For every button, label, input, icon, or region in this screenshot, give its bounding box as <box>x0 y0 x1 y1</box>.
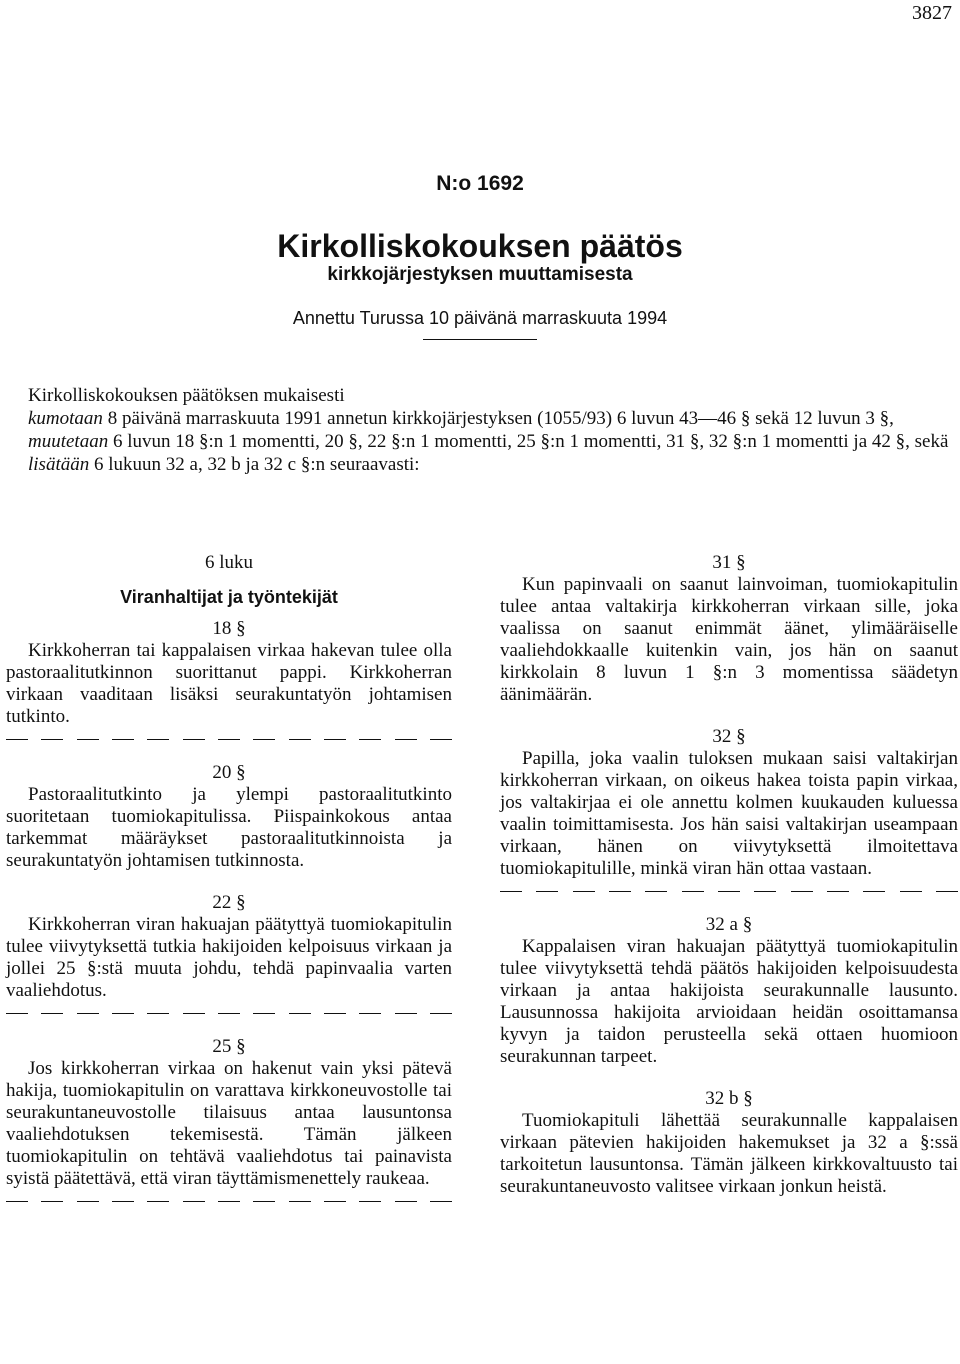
intro-amend <box>6 430 956 453</box>
omission-dashes <box>6 734 452 744</box>
section-text: Pastoraalitutkinto ja ylempi pastoraalitutkinto suoritetaan tuomiokapitulissa. Piispainkokous antaa tarkemmat määräykset pastoraalitutkinnoista ja seurakuntatyön johtamisen tutkinnosta. <box>6 784 452 871</box>
given-date: Annettu Turussa 10 päivänä marraskuuta 1994 <box>292 308 668 328</box>
left-column <box>6 552 452 1214</box>
intro-keyword: kumotaan <box>28 408 103 429</box>
section-text: Tuomiokapituli lähettää seurakunnalle kappalaisen virkaan pätevien hakijoiden hakemukset ja 32 a §:ssä tarkoitetun lausuntonsa. Tämän jälkeen kirkkovaltuusto tai seurakuntaneuvosto valitsee virkaan jonkun heistä. <box>500 1110 958 1197</box>
section-heading: 31 § <box>712 552 746 573</box>
intro-text: 6 lukuun 32 a, 32 b ja 32 c §:n seuraavasti: <box>89 454 420 475</box>
page-number: 3827 <box>912 2 952 24</box>
intro-text: 6 luvun 18 §:n 1 momentti, 20 §, 22 §:n 1 momentti, 25 §:n 1 momentti, 31 §, 32 §:n 1 momentti ja 42 §, sekä <box>108 431 949 452</box>
section-text: Kun papinvaali on saanut lainvoiman, tuomiokapitulin tulee antaa valtakirja kirkkoherran virkaan sille, joka vaalissa on saanut enimmät äänet, ylimääräiselle vaaliehdokkaalle kuitenkin vain, jos hän on saanut kirkkolain 8 luvun 1 §:n 3 momentissa säädetyn äänimäärän. <box>500 574 958 705</box>
intro-repeal <box>6 407 956 430</box>
omission-dashes <box>6 1008 452 1018</box>
section-heading: 18 § <box>212 618 246 639</box>
section-heading: 32 b § <box>705 1088 753 1109</box>
section-heading: 32 a § <box>705 914 753 935</box>
intro-add <box>6 453 956 476</box>
intro-paragraph <box>6 384 956 476</box>
section-heading: 25 § <box>212 1036 246 1057</box>
section-heading: 20 § <box>212 762 246 783</box>
section-text: Kirkkoherran viran hakuajan päätyttyä tuomiokapitulin tulee viivytyksettä tutkia hakijoiden kelpoisuus virkaan ja jollei 25 §:stä muuta johdu, tehdä papinvaalia varten vaaliehdotus. <box>6 914 452 1001</box>
section-text: Kappalaisen viran hakuajan päätyttyä tuomiokapitulin tulee viivytyksettä tehdä päätös hakijoiden kelpoisuudesta virkaan ja antaa hakijoista seurakunnalle lausunto. Lausunnossa hakijoita arvioidaan heidän osoittamansa kyvyn ja taidon perusteella sekä ottaen huomioon seurakunnan tarpeet. <box>500 936 958 1067</box>
section-text: Jos kirkkoherran virkaa on hakenut vain yksi pätevä hakija, tuomiokapitulin on varattava kirkkoneuvostolle tai seurakuntaneuvostolle tilaisuus antaa lausuntonsa vaaliehdotuksen tekemisestä. Tämän jälkeen tuomiokapitulin on tehtävä vaaliehdotus tai painavista syistä päätettävä, että viran täyttämismenettely raukeaa. <box>6 1058 452 1189</box>
chapter-title: Viranhaltijat ja työntekijät <box>120 587 338 607</box>
intro-keyword: muutetaan <box>28 431 109 452</box>
document-subtitle: kirkkojärjestyksen muuttamisesta <box>327 264 633 285</box>
chapter-number: 6 luku <box>204 552 254 573</box>
statute-number: N:o 1692 <box>436 172 524 195</box>
header-divider <box>423 339 537 340</box>
intro-text: 8 päivänä marraskuuta 1991 annetun kirkkojärjestyksen (1055/93) 6 luvun 43—46 § sekä 12 luvun 3 §, <box>102 408 894 429</box>
section-heading: 32 § <box>712 726 746 747</box>
section-text: Papilla, joka vaalin tuloksen mukaan saisi valtakirjan kirkkoherran virkaan, on oikeus hakea toista papin virkaa, jos valtakirjaa ei ole annettu kolmen kuukauden kuluessa vaalin toimittamisesta. Jos hän saisi valtakirjan useampaan virkaan, hänen on viivytyksettä ilmoitettava tuomiokapitulille, minkä viran hän ottaa vastaan. <box>500 748 958 879</box>
section-text: Kirkkoherran tai kappalaisen virkaa hakevan tulee olla pastoraalitutkinnon suorittanut pappi. Kirkkoherran virkaan vaaditaan lisäksi seurakuntatyön johtamisen tutkinto. <box>6 640 452 727</box>
intro-keyword: lisätään <box>28 454 90 475</box>
right-column <box>500 552 958 1198</box>
document-header <box>0 172 960 340</box>
section-heading: 22 § <box>212 892 246 913</box>
omission-dashes <box>500 886 958 896</box>
intro-line: Kirkolliskokouksen päätöksen mukaisesti <box>28 385 345 406</box>
document-title: Kirkolliskokouksen päätös <box>277 228 683 264</box>
omission-dashes <box>6 1196 452 1206</box>
